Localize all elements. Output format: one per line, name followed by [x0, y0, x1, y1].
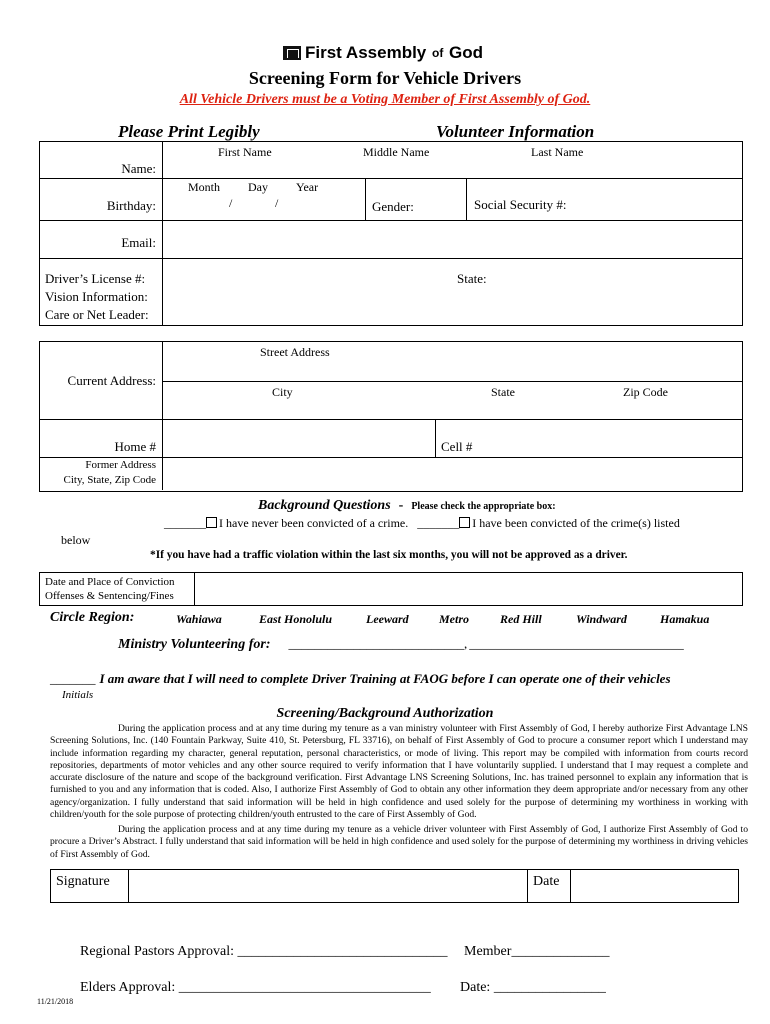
initials-blank[interactable]: _______ — [50, 671, 96, 686]
cell-divider — [365, 178, 366, 220]
cell-divider — [570, 869, 571, 902]
middle-name-caption: Middle Name — [363, 145, 430, 159]
conviction-field[interactable] — [196, 574, 739, 603]
region-option-red-hill[interactable]: Red Hill — [500, 612, 542, 626]
background-dash: - — [398, 498, 404, 513]
logo-text-of: of — [431, 46, 444, 60]
birthday-field[interactable] — [164, 195, 362, 217]
region-option-wahiawa[interactable]: Wahiawa — [176, 612, 222, 626]
option-initial-blank: _______ — [417, 516, 460, 530]
row-divider — [39, 178, 742, 179]
approval-date-label: Date: — [460, 980, 491, 995]
date-slash: / — [275, 196, 279, 210]
background-instruction: Please check the appropriate box: — [411, 501, 556, 512]
row-divider — [162, 381, 742, 382]
training-text: I am aware that I will need to complete Driver Training at FAOG before I can operate one of their vehicles — [99, 671, 671, 686]
form-title: Screening Form for Vehicle Drivers — [248, 68, 522, 88]
region-option-leeward[interactable]: Leeward — [366, 612, 409, 626]
name-field[interactable] — [164, 160, 740, 177]
approval-date-line — [460, 980, 606, 996]
training-acknowledgement — [50, 670, 671, 688]
member-line — [464, 944, 609, 960]
cell-divider — [466, 178, 467, 220]
logo-text-god: God — [449, 43, 484, 62]
email-field[interactable] — [164, 222, 740, 256]
label-column-divider — [162, 457, 163, 490]
gender-label: Gender: — [372, 199, 414, 214]
home-phone-label: Home # — [114, 439, 156, 454]
never-convicted-label: I have never been convicted of a crime. — [219, 516, 409, 530]
elders-approval-blank[interactable]: ____________________________________ — [178, 980, 431, 995]
birthday-label: Birthday: — [106, 198, 156, 213]
street-caption: Street Address — [260, 345, 330, 359]
authorization-paragraph-1: During the application process and at any time during my tenure as a van ministry volunteer with First Assembly of God, I hereby authorize First Advantage LNS Screening Solutions, Inc. (140 Fountain Parkway, Suite 410, St. Petersburg, FL 33716), on behalf of First Assembly of God to procure a consumer report which I understand may include information regarding my character, general reputation, personal characteristics, or mode of living. This report may be compiled with information from courts record repositories, departments of motor vehicles and any other source required to verify information that I have voluntarily supplied. I understand that I may request a complete and accurate disclosure of the nature and scope of the background verification. First Advantage LNS Screening Solutions, Inc. has trained personnel to explain any information that is furnished to you and any information that is coded. Also, I authorize First Assembly of God to obtain any other information they deem appropriate and/or necessary from any other agency/organization. I fully understand that said information will be held in high confidence and used solely for the purpose of determining my worthiness in working with children/youth for the sole purpose of protecting children/youth entrusted to the care of First Assembly of God. — [50, 723, 748, 821]
month-caption: Month — [188, 180, 221, 194]
circle-region-label: Circle Region: — [50, 610, 135, 625]
never-convicted-checkbox[interactable] — [206, 517, 217, 528]
last-name-caption: Last Name — [531, 145, 584, 159]
logo-text-first: First Assembly — [305, 43, 427, 62]
city-caption: City — [272, 385, 293, 399]
signature-date-field[interactable] — [572, 871, 735, 900]
conviction-date-label: Date and Place of Conviction — [45, 576, 175, 588]
label-column-divider — [162, 341, 163, 457]
regional-approval-blank[interactable]: ______________________________ — [237, 944, 448, 959]
former-address-sublabel: City, State, Zip Code — [63, 474, 156, 486]
day-caption: Day — [248, 180, 268, 194]
member-blank[interactable]: ______________ — [511, 944, 610, 959]
signature-date-label: Date — [533, 874, 560, 889]
cell-divider — [435, 419, 436, 457]
ministry-blank-2[interactable]: _________________________________ — [469, 636, 684, 651]
form-subtitle: All Vehicle Drivers must be a Voting Member of First Assembly of God. — [179, 92, 591, 107]
cell-divider — [128, 869, 129, 902]
conviction-options — [164, 516, 680, 531]
leader-label: Care or Net Leader: — [45, 307, 149, 322]
row-divider — [39, 419, 742, 420]
regional-approval-label: Regional Pastors Approval: — [80, 944, 234, 959]
row-divider — [39, 220, 742, 221]
region-option-metro[interactable]: Metro — [439, 612, 469, 626]
below-text: below — [61, 533, 91, 547]
option-initial-blank: _______ — [164, 516, 206, 530]
year-caption: Year — [296, 180, 319, 194]
cell-phone-label: Cell # — [441, 439, 473, 454]
convicted-label: I have been convicted of the crime(s) listed — [472, 516, 680, 530]
ssn-label: Social Security #: — [474, 197, 567, 212]
elders-approval-label: Elders Approval: — [80, 980, 176, 995]
current-address-label: Current Address: — [67, 373, 156, 388]
former-address-label: Former Address — [85, 459, 156, 471]
ministry-comma: , — [463, 636, 468, 651]
email-label: Email: — [121, 235, 156, 250]
member-label: Member — [464, 944, 512, 959]
signature-label: Signature — [56, 874, 110, 889]
authorization-title: Screening/Background Authorization — [276, 706, 494, 721]
label-column-divider — [162, 141, 163, 325]
row-divider — [39, 258, 742, 259]
ministry-line — [118, 635, 684, 653]
vision-label: Vision Information: — [45, 289, 148, 304]
conviction-offense-label: Offenses & Sentencing/Fines — [45, 590, 174, 602]
authorization-paragraph-2: During the application process and at any time during my tenure as a vehicle driver volunteer with First Assembly of God, I authorize First Assembly of God to procure a Driver’s Abstract. I fully understand that said information will be held in high confidence and used solely for the purpose of determining my worthiness in driving vehicles of First Assembly of God. — [50, 824, 748, 860]
regional-approval-line — [80, 944, 448, 960]
background-heading — [258, 496, 556, 514]
footer-date: 11/21/2018 — [37, 997, 74, 1006]
region-option-windward[interactable]: Windward — [576, 612, 627, 626]
license-state-label: State: — [457, 271, 487, 286]
address-state-caption: State — [491, 385, 515, 399]
date-slash: / — [229, 196, 233, 210]
cell-divider — [527, 869, 528, 902]
license-label: Driver’s License #: — [45, 271, 146, 286]
elders-approval-line — [80, 980, 431, 996]
volunteer-info-heading: Volunteer Information — [436, 122, 595, 141]
ministry-blank-1[interactable]: ___________________________ — [288, 636, 464, 651]
first-name-caption: First Name — [218, 145, 272, 159]
print-legibly-heading: Please Print Legibly — [118, 122, 260, 141]
region-option-hamakua[interactable]: Hamakua — [660, 612, 710, 626]
traffic-warning: *If you have had a traffic violation within the last six months, you will not be approved as a driver. — [150, 549, 628, 561]
name-label: Name: — [121, 161, 156, 176]
ministry-label: Ministry Volunteering for: — [118, 637, 271, 652]
signature-field[interactable] — [130, 871, 525, 900]
region-option-east-honolulu[interactable]: East Honolulu — [259, 612, 333, 626]
row-divider — [39, 457, 742, 458]
initials-caption: Initials — [62, 689, 94, 701]
label-column-divider — [194, 572, 195, 605]
approval-date-blank[interactable]: ________________ — [493, 980, 606, 995]
zip-caption: Zip Code — [623, 385, 668, 399]
convicted-checkbox[interactable] — [459, 517, 470, 528]
background-title: Background Questions — [258, 498, 391, 513]
logo-mark-icon — [283, 46, 301, 60]
church-logo — [283, 43, 483, 63]
